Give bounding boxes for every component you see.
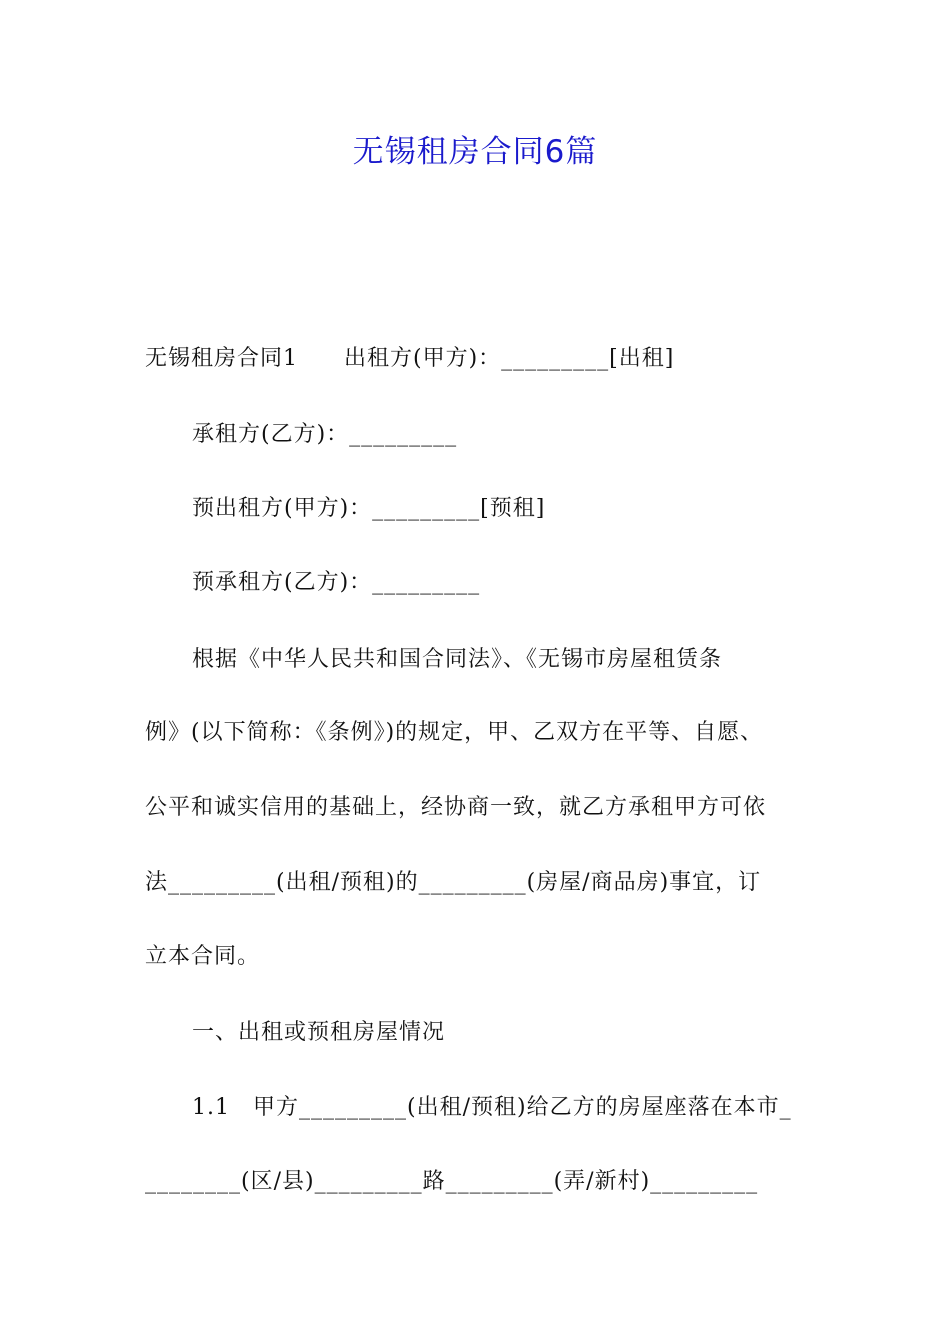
body-paragraph-line: 法_________(出租/预租)的_________(房屋/商品房)事宜，订 (145, 870, 762, 895)
body-paragraph-line: 立本合同。 (145, 944, 261, 969)
contract-heading-line: 无锡租房合同1 出租方(甲方)：_________[出租] (145, 346, 675, 371)
pre-lessee-line: 预承租方(乙方)：_________ (192, 570, 481, 595)
body-paragraph-line: 根据《中华人民共和国合同法》、《无锡市房屋租赁条 (192, 647, 723, 672)
clause-line: 1.1 甲方_________(出租/预租)给乙方的房屋座落在本市_ (192, 1095, 792, 1120)
pre-lessor-line: 预出租方(甲方)：_________[预租] (192, 496, 546, 521)
section-heading: 一、出租或预租房屋情况 (192, 1020, 446, 1045)
document-title: 无锡租房合同6篇 (352, 134, 598, 170)
body-paragraph-line: 例》(以下简称：《条例》)的规定，甲、乙双方在平等、自愿、 (145, 720, 764, 745)
lessee-line: 承租方(乙方)：_________ (192, 422, 458, 447)
body-paragraph-line: 公平和诚实信用的基础上，经协商一致，就乙方承租甲方可依 (145, 795, 767, 820)
clause-line: ________(区/县)_________路_________(弄/新村)_________ (145, 1169, 759, 1194)
